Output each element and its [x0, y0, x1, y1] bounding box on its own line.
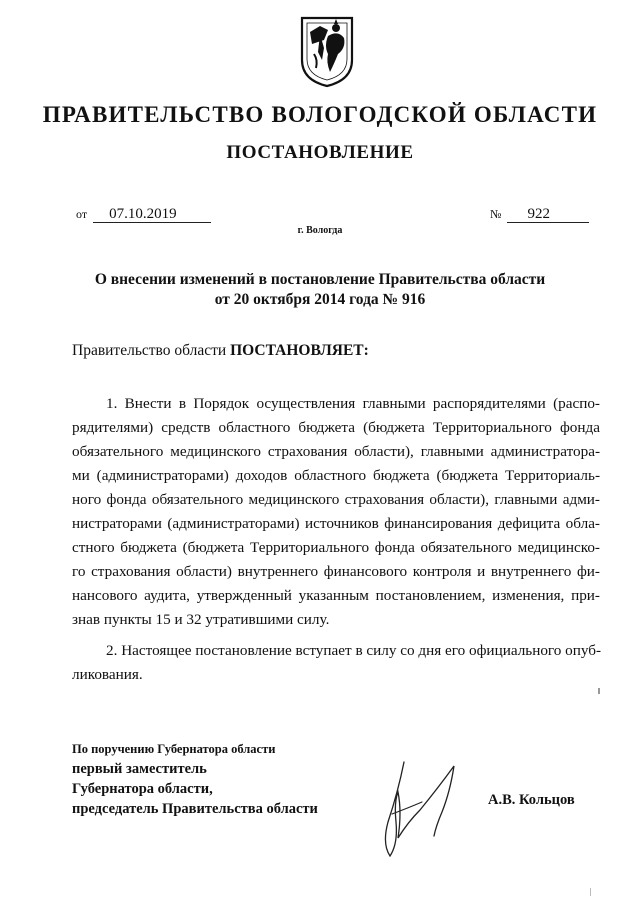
paragraph-1-line: знав пункты 15 и 32 утратившими силу. [72, 611, 330, 628]
scan-mark [590, 888, 591, 896]
paragraph-2-line: ликования. [72, 666, 143, 683]
subject-line-1: О внесении изменений в постановление Правительства области [94, 271, 546, 288]
paragraph-1-line: нансового аудита, утвержденный указанным постановлением, изменения, при- [72, 587, 600, 604]
paragraph-1-line: ного фонда обязательного медицинского страхования области), главными адми- [72, 491, 600, 508]
paragraph-1-line: 1. Внести в Порядок осуществления главными распорядителями (распо- [106, 395, 600, 412]
document-date [76, 206, 211, 223]
document-subject [60, 270, 580, 310]
coat-of-arms-emblem [298, 14, 356, 88]
paragraph-1-line: стного бюджета (бюджета Территориального фонда обязательного медицинско- [72, 539, 600, 556]
signatory-line-3: Губернатора области, [72, 781, 213, 797]
handwritten-signature [368, 752, 488, 862]
signatory-block [72, 739, 318, 819]
document-body [72, 392, 600, 687]
paragraph-1-line: нистраторами (администраторами) источников финансирования дефицита обла- [72, 515, 600, 532]
paragraph-1-line: рядителями) средств областного бюджета (бюджета Территориального фонда [72, 419, 600, 436]
preamble-text: Правительство области [72, 342, 231, 359]
organization-title: ПРАВИТЕЛЬСТВО ВОЛОГОДСКОЙ ОБЛАСТИ [42, 102, 598, 127]
document-number [490, 206, 589, 223]
city-label: г. Вологда [297, 225, 343, 236]
document-type-title: ПОСТАНОВЛЕНИЕ [226, 142, 414, 163]
signatory-line-4: председатель Правительства области [72, 801, 318, 817]
paragraph-1-line: го страхования области) внутреннего финансового контроля и внутреннего фи- [72, 563, 600, 580]
paragraph-2-line: 2. Настоящее постановление вступает в силу со дня его официального опуб- [106, 642, 602, 659]
signatory-line-1: По поручению Губернатора области [72, 742, 276, 756]
number-value: 922 [507, 206, 589, 223]
date-prefix: от [76, 207, 88, 221]
date-value: 07.10.2019 [93, 206, 211, 223]
paragraph-1-line: обязательного медицинского страхования области), главными администратора- [72, 443, 600, 460]
signatory-name: А.В. Кольцов [488, 792, 575, 808]
scan-mark [598, 688, 600, 694]
number-prefix: № [490, 207, 502, 221]
signatory-line-2: первый заместитель [72, 761, 207, 777]
paragraph-1-line: ми (администраторами) доходов областного бюджета (бюджета Территориаль- [72, 467, 600, 484]
preamble-emphasis: ПОСТАНОВЛЯЕТ: [230, 342, 369, 359]
subject-line-2: от 20 октября 2014 года № 916 [214, 291, 426, 308]
preamble [72, 342, 369, 360]
